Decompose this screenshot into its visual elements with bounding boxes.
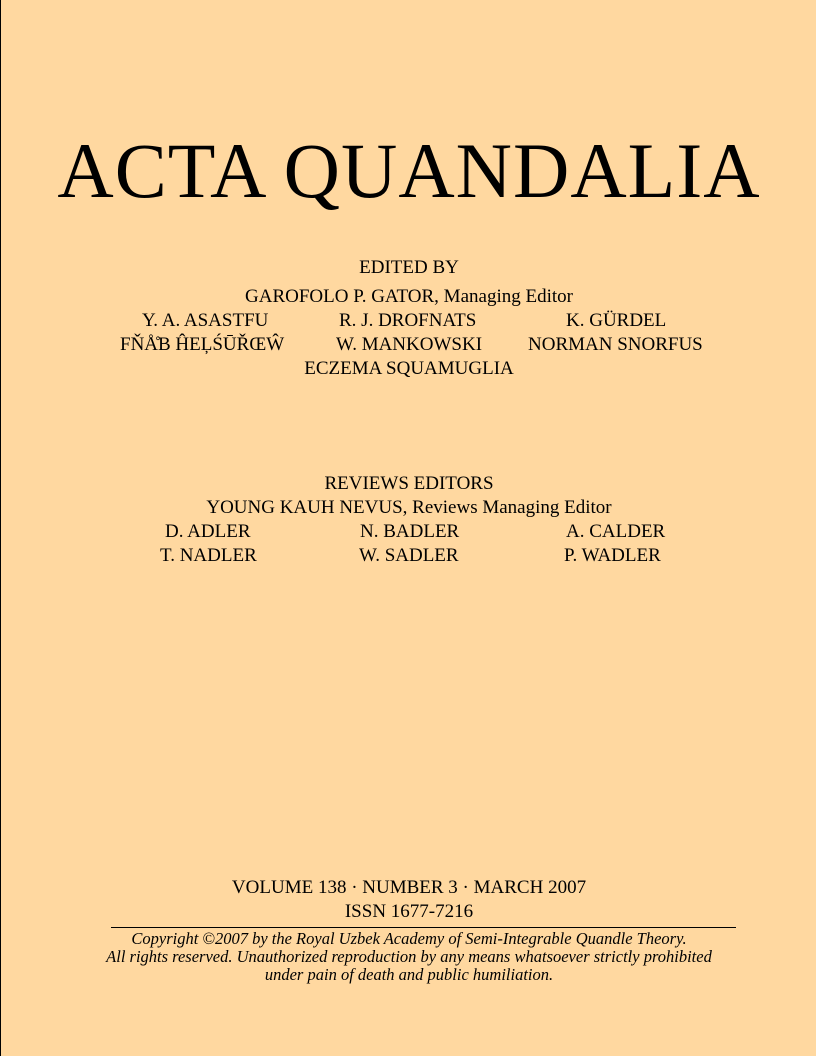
copyright-line: under pain of death and public humiliation.: [264, 965, 554, 984]
editor-name: FŇÅ̊B ĤEĻŚŪŘŒŴ: [120, 334, 285, 355]
managing-editor: GAROFOLO P. GATOR, Managing Editor: [245, 286, 573, 307]
journal-title: ACTA QUANDALIA: [57, 127, 761, 214]
reviews-editor-name: W. SADLER: [359, 545, 459, 566]
editor-name: Y. A. ASASTFU: [142, 310, 269, 331]
reviews-row: [1, 520, 816, 544]
copyright-line: All rights reserved. Unauthorized reproduction by any means whatsoever strictly prohibited: [106, 947, 712, 966]
editor-name: K. GÜRDEL: [566, 310, 667, 331]
reviews-editor-name: T. NADLER: [160, 545, 257, 566]
reviews-row: [1, 544, 816, 568]
reviews-heading: REVIEWS EDITORS: [324, 473, 494, 494]
editor-name: R. J. DROFNATS: [339, 310, 477, 331]
editor-name: W. MANKOWSKI: [336, 334, 483, 355]
editors-heading: EDITED BY: [359, 257, 459, 278]
issn: ISSN 1677-7216: [344, 901, 474, 922]
reviews-editor-name: D. ADLER: [165, 521, 251, 542]
footer-divider: [111, 927, 736, 928]
copyright-line: Copyright ©2007 by the Royal Uzbek Academy of Semi-Integrable Quandle Theory.: [131, 929, 687, 948]
editors-row: [1, 333, 816, 357]
issue-line: VOLUME 138 · NUMBER 3 · MARCH 2007: [231, 877, 587, 898]
reviews-editors-block: [1, 472, 816, 568]
editor-name: ECZEMA SQUAMUGLIA: [304, 358, 514, 379]
editor-name: NORMAN SNORFUS: [528, 334, 703, 355]
reviews-managing-editor: YOUNG KAUH NEVUS, Reviews Managing Editor: [206, 497, 612, 518]
editors-row: [1, 309, 816, 333]
copyright-notice: [1, 930, 816, 984]
editors-block: [1, 256, 816, 381]
reviews-editor-name: A. CALDER: [566, 521, 666, 542]
reviews-editor-name: P. WADLER: [564, 545, 661, 566]
issue-info: [1, 876, 816, 924]
reviews-editor-name: N. BADLER: [360, 521, 460, 542]
